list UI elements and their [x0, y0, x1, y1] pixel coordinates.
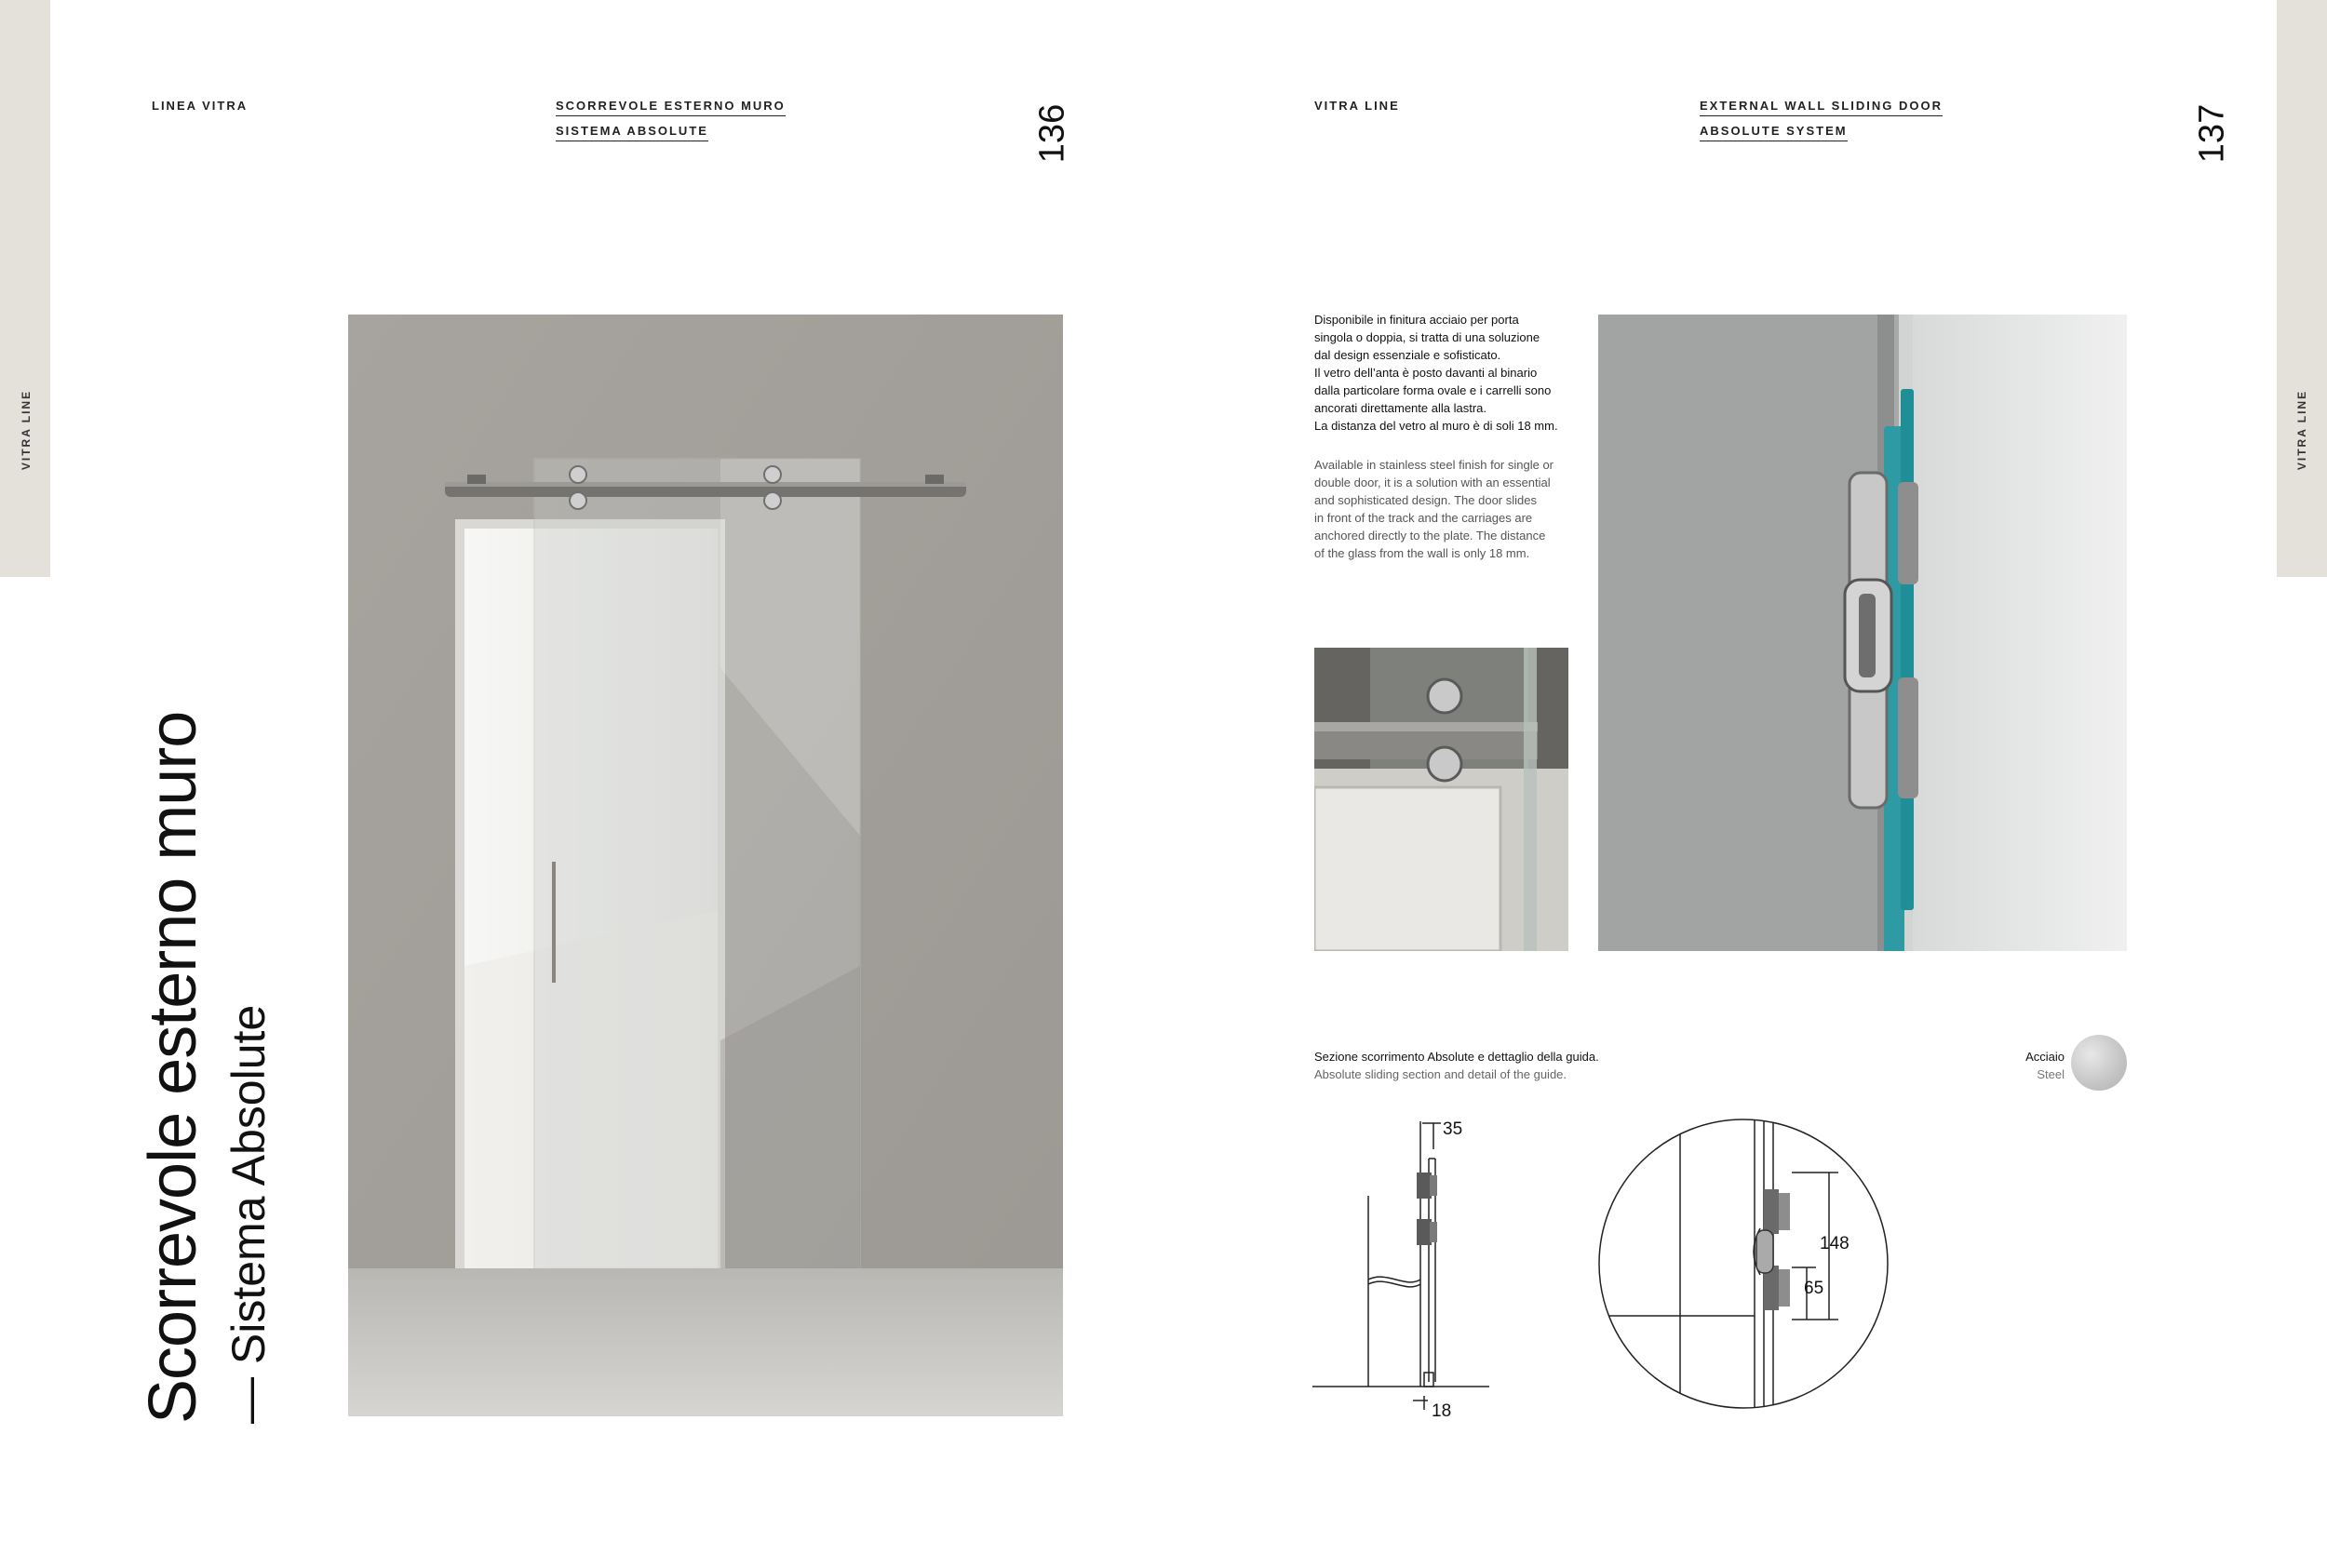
left-topic-line2: SISTEMA ABSOLUTE [556, 124, 708, 141]
left-side-tab [0, 0, 50, 577]
finish-label-en: Steel [2037, 1067, 2065, 1081]
desc-it-line: singola o doppia, si tratta di una soluzione [1314, 330, 1540, 344]
right-topic-line1: EXTERNAL WALL SLIDING DOOR [1700, 99, 1943, 116]
desc-en-line: anchored directly to the plate. The distance [1314, 529, 1546, 543]
desc-en-line: in front of the track and the carriages are [1314, 511, 1533, 525]
finish-label-it: Acciaio [2025, 1050, 2065, 1064]
desc-it-line: ancorati direttamente alla lastra. [1314, 401, 1486, 415]
desc-en-line: double door, it is a solution with an essential [1314, 476, 1551, 489]
page-title: Scorrevole esterno muro [136, 711, 210, 1424]
desc-en-line: Available in stainless steel finish for single or [1314, 458, 1554, 472]
guide-detail-drawing [1596, 1117, 1894, 1414]
section-caption-it: Sezione scorrimento Absolute e dettaglio della guida. [1314, 1050, 1599, 1064]
desc-it-line: dalla particolare forma ovale e i carrelli sono [1314, 383, 1552, 397]
desc-en-line: of the glass from the wall is only 18 mm. [1314, 546, 1530, 560]
right-section-label: VITRA LINE [1314, 99, 1400, 113]
desc-it-line: Disponibile in finitura acciaio per porta [1314, 313, 1519, 327]
vertical-title [136, 711, 275, 1424]
right-topic-line2: ABSOLUTE SYSTEM [1700, 124, 1848, 141]
right-page-number: 137 [2192, 103, 2232, 164]
left-topic-line1: SCORREVOLE ESTERNO MURO [556, 99, 786, 116]
left-section-label: LINEA VITRA [152, 99, 249, 113]
dimension-18-label: 18 [1432, 1401, 1452, 1421]
section-drawing [1312, 1112, 1499, 1428]
left-side-tab-label: VITRA LINE [20, 389, 33, 471]
description-italian [1314, 311, 1584, 435]
desc-it-line: Il vetro dell’anta è posto davanti al binario [1314, 366, 1538, 380]
right-side-tab [2277, 0, 2327, 577]
main-door-photo [348, 315, 1063, 1416]
dimension-65-label: 65 [1804, 1279, 1824, 1298]
desc-en-line: and sophisticated design. The door slides [1314, 493, 1537, 507]
section-caption-en: Absolute sliding section and detail of the guide. [1314, 1067, 1567, 1081]
steel-finish-swatch [2071, 1035, 2127, 1091]
desc-it-line: La distanza del vetro al muro è di soli 18 mm. [1314, 419, 1558, 433]
description-english [1314, 456, 1584, 562]
left-page-number: 136 [1032, 103, 1072, 164]
dimension-35-label: 35 [1443, 1119, 1463, 1139]
detail-side-view-photo [1598, 315, 2127, 951]
page-subtitle: — Sistema Absolute [222, 1004, 275, 1424]
dimension-148-label: 148 [1820, 1234, 1849, 1253]
detail-carriage-photo [1314, 648, 1568, 951]
right-side-tab-label: VITRA LINE [2295, 389, 2308, 471]
desc-it-line: dal design essenziale e sofisticato. [1314, 348, 1501, 362]
